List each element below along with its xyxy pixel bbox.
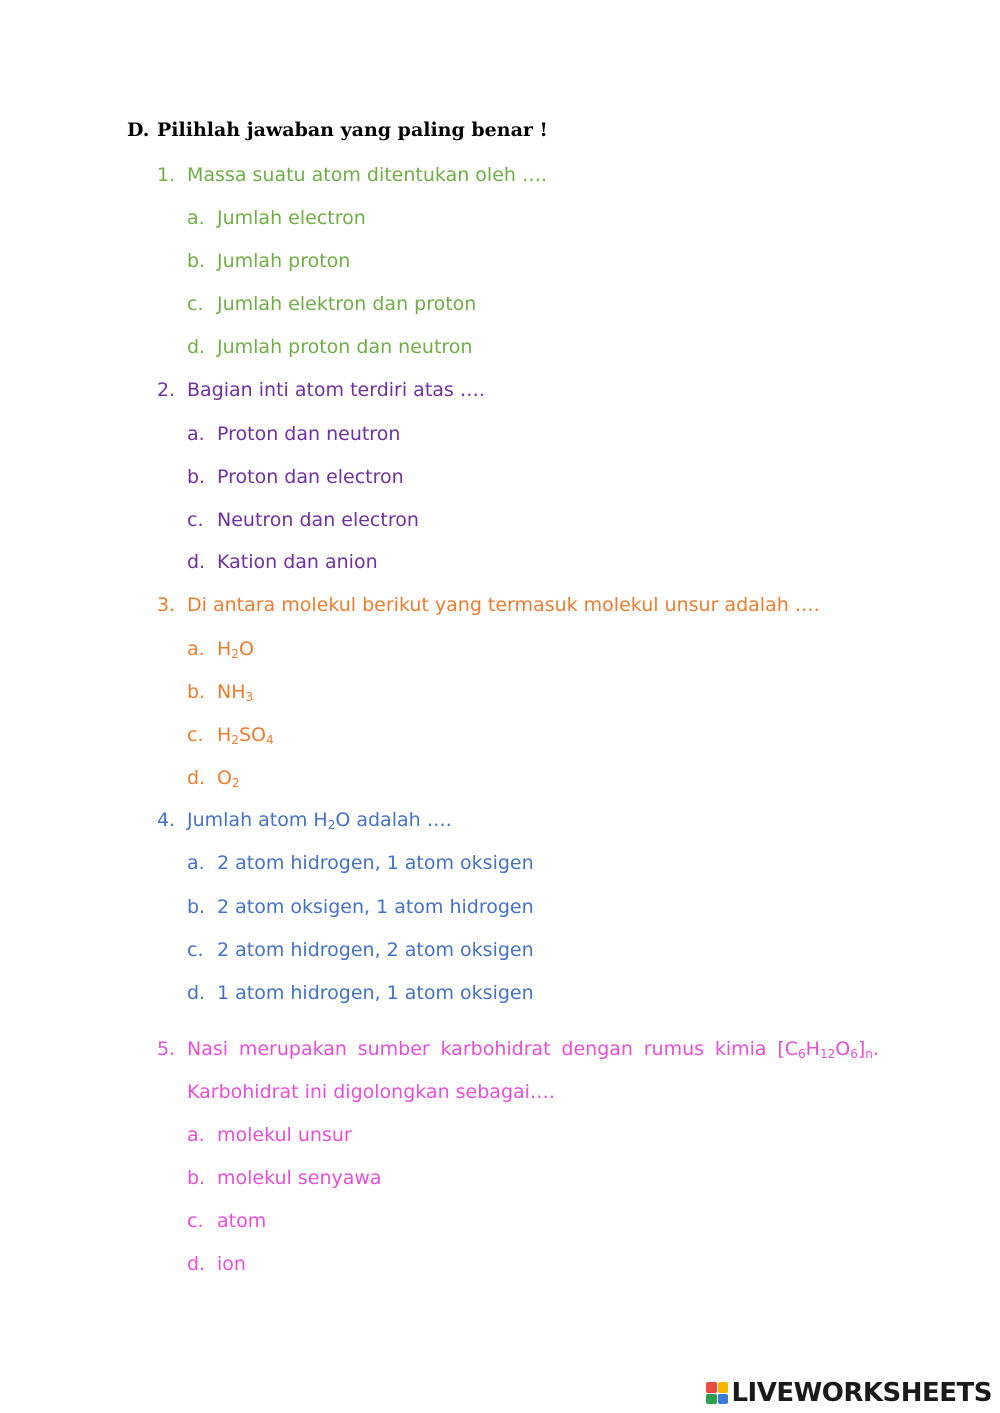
option-letter: b. (187, 466, 206, 488)
option-letter: a. (187, 638, 205, 660)
chemical-formula: $[C_6H_{12}O_6]_n$. (777, 1038, 879, 1061)
option-text: Kation dan anion (217, 551, 378, 573)
question-5-text-line1 (187, 1036, 879, 1062)
section-title: Pilihlah jawaban yang paling benar ! (157, 119, 548, 141)
option-letter: b. (187, 1167, 206, 1189)
option-letter: a. (187, 852, 205, 874)
question-word: kimia (714, 1038, 767, 1060)
option-letter: d. (187, 982, 206, 1004)
liveworksheets-logo-icon (706, 1382, 728, 1404)
option-letter: a. (187, 1124, 205, 1146)
option-letter: b. (187, 896, 206, 918)
chemical-formula: $NH_3$ (217, 681, 254, 704)
option-text: molekul unsur (217, 1124, 352, 1146)
question-number: 2. (157, 379, 176, 401)
question-word: karbohidrat (440, 1038, 551, 1060)
brand-name: LIVEWORKSHEETS (731, 1378, 992, 1408)
question-number: 3. (157, 594, 176, 616)
option-letter: c. (187, 293, 204, 315)
question-word: rumus (643, 1038, 705, 1060)
question-word: dengan (561, 1038, 633, 1060)
section-heading (127, 119, 548, 141)
logo-tile (718, 1394, 729, 1405)
option-letter: d. (187, 551, 206, 573)
logo-tile (706, 1394, 717, 1405)
option-text: molekul senyawa (217, 1167, 382, 1189)
option-text: Jumlah proton dan neutron (217, 336, 473, 358)
option-text: ion (217, 1253, 246, 1275)
option-letter: c. (187, 509, 204, 531)
question-text: Massa suatu atom ditentukan oleh …. (187, 164, 548, 186)
chemical-formula: $H_2SO_4$ (217, 724, 274, 747)
liveworksheets-logo (706, 1379, 992, 1407)
logo-tile (718, 1382, 729, 1393)
option-letter: b. (187, 681, 206, 703)
question-text: Jumlah atom $H_2O$ adalah …. (187, 809, 452, 832)
question-5-text-line2 (187, 1079, 555, 1105)
option-text: Proton dan neutron (217, 423, 401, 445)
option-letter: d. (187, 1253, 206, 1275)
option-letter: c. (187, 1210, 204, 1232)
option-letter: a. (187, 423, 205, 445)
question-word: merupakan (238, 1038, 347, 1060)
option-letter: b. (187, 250, 206, 272)
logo-tile (706, 1382, 717, 1393)
question-text: Karbohidrat ini digolongkan sebagai…. (187, 1081, 555, 1103)
option-letter: d. (187, 336, 206, 358)
option-text: 1 atom hidrogen, 1 atom oksigen (217, 982, 534, 1004)
option-text: Jumlah elektron dan proton (217, 293, 477, 315)
option-text: atom (217, 1210, 267, 1232)
question-number: 1. (157, 164, 176, 186)
option-text: Jumlah proton (217, 250, 351, 272)
question-text: Di antara molekul berikut yang termasuk molekul unsur adalah …. (187, 594, 820, 616)
question-number: 5. (157, 1038, 176, 1060)
question-text: Bagian inti atom terdiri atas …. (187, 379, 485, 401)
chemical-formula: $O_2$ (217, 767, 240, 790)
option-text: 2 atom oksigen, 1 atom hidrogen (217, 896, 534, 918)
option-letter: c. (187, 939, 204, 961)
chemical-formula: $H_2O$ (217, 638, 254, 661)
question-number: 4. (157, 809, 176, 831)
question-word: sumber (357, 1038, 430, 1060)
option-text: 2 atom hidrogen, 1 atom oksigen (217, 852, 534, 874)
option-letter: c. (187, 724, 204, 746)
option-text: Neutron dan electron (217, 509, 419, 531)
option-letter: d. (187, 767, 206, 789)
question-word: Nasi (187, 1038, 229, 1060)
option-text: 2 atom hidrogen, 2 atom oksigen (217, 939, 534, 961)
option-letter: a. (187, 207, 205, 229)
option-text: Proton dan electron (217, 466, 404, 488)
option-text: Jumlah electron (217, 207, 366, 229)
section-number: D. (127, 119, 150, 141)
